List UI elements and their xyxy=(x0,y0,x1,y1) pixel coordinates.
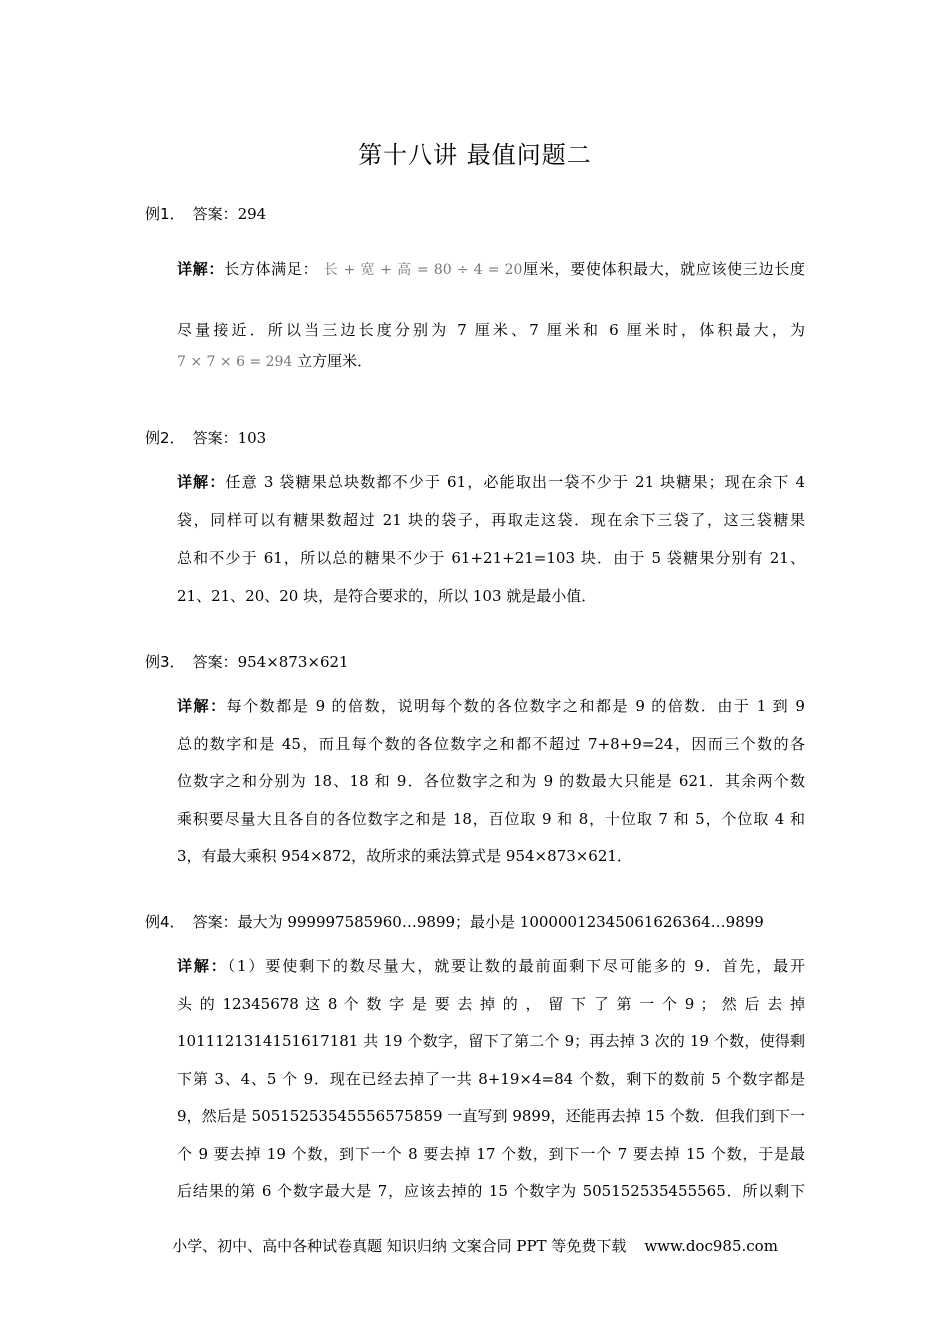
footer-text: 小学、初中、高中各种试卷真题 知识归纳 文案合同 PPT 等免费下载 xyxy=(172,1237,627,1255)
detail-line: 1011121314151617181 共 19 个数字，留下了第二个 9；再去掉 3 次的 19 个数，使得剩 xyxy=(177,1032,805,1050)
detail-line: 详解：（1）要使剩下的数尽量大，就要让数的最前面剩下尽可能多的 9．首先，最开 xyxy=(177,957,805,975)
detail-line: 头 的 12345678 这 8 个 数 字 是 要 去 掉 的 ， 留 下 了 第 一 个 9 ； 然 后 去 掉 xyxy=(177,994,805,1013)
detail-line: 7 × 7 × 6 = 294 立方厘米． xyxy=(177,352,373,370)
example-answer: 答案：最大为 999997585960…9899；最小是 10000012345061626364…9899 xyxy=(192,913,764,931)
detail-line: 总和不少于 61，所以总的糖果不少于 61+21+21=103 块．由于 5 袋糖果分别有 21、 xyxy=(177,549,805,567)
detail-label: 详解： xyxy=(177,697,227,715)
example-label: 例3 xyxy=(145,653,170,671)
example-answer: 答案：954×873×621 xyxy=(192,653,349,671)
example-label: 例4 xyxy=(145,913,170,931)
detail-line: 详解：每个数都是 9 的倍数，说明每个数的各位数字之和都是 9 的倍数．由于 1 到 9 xyxy=(177,697,805,715)
footer-url-link[interactable]: www.doc985.com xyxy=(644,1237,778,1255)
detail-line: 后结果的第 6 个数字最大是 7，应该去掉的 15 个数字为 505152535455565．所以剩下 xyxy=(177,1182,805,1200)
page-footer xyxy=(0,1236,950,1256)
formula: 7 × 7 × 6 = 294 xyxy=(177,354,293,370)
detail-line: 乘积要尽量大且各自的各位数字之和是 18，百位取 9 和 8，十位取 7 和 5，个位取 4 和 xyxy=(177,809,805,828)
example-1-detail xyxy=(177,254,805,377)
detail-line: 个 9 要去掉 19 个数，到下一个 8 要去掉 17 个数，到下一个 7 要去掉 15 个数，于是最 xyxy=(177,1144,805,1163)
detail-line: 9，然后是 50515253545556575859 一直写到 9899，还能再去掉 15 个数．但我们到下一 xyxy=(177,1107,805,1125)
detail-line: 3，有最大乘积 954×872，故所求的乘法算式是 954×873×621． xyxy=(177,847,632,865)
example-3-detail xyxy=(177,688,805,876)
example-label: 例2 xyxy=(145,429,170,447)
detail-label: 详解： xyxy=(177,473,226,491)
detail-line: 详解：长方体满足： 长 + 宽 + 高 = 80 ÷ 4 = 20厘米，要使体积最大，就应该使三边长度 xyxy=(177,260,805,278)
example-2-detail xyxy=(177,463,805,615)
detail-line: 袋，同样可以有糖果数超过 21 块的袋子，再取走这袋．现在余下三袋了，这三袋糖果 xyxy=(177,511,805,529)
example-label: 例1 xyxy=(145,205,170,223)
detail-label: 详解： xyxy=(177,260,225,278)
detail-line: 详解：任意 3 袋糖果总块数都不少于 61，必能取出一袋不少于 21 块糖果；现在余下 4 xyxy=(177,473,805,491)
detail-line: 21、21、20、20 块，是符合要求的，所以 103 就是最小值． xyxy=(177,587,597,605)
example-answer: 答案：103 xyxy=(192,429,267,447)
example-answer: 答案：294 xyxy=(192,205,267,223)
formula: 长 + 宽 + 高 = 80 ÷ 4 = 20 xyxy=(323,262,523,278)
example-1-header: 例1． 答案：294 xyxy=(145,205,267,223)
detail-line: 下第 3、4、5 个 9．现在已经去掉了一共 8+19×4=84 个数，剩下的数前 5 个数字都是 xyxy=(177,1069,805,1088)
detail-line: 尽量接近．所以当三边长度分别为 7 厘米、7 厘米和 6 厘米时，体积最大，为 xyxy=(177,321,805,339)
detail-label: 详解： xyxy=(177,957,228,975)
detail-line: 位数字之和分别为 18、18 和 9．各位数字之和为 9 的数最大只能是 621．其余两个数 xyxy=(177,772,805,790)
example-4-detail xyxy=(177,948,805,1211)
page-title: 第十八讲 最值问题二 xyxy=(358,141,592,169)
example-3-header: 例3． 答案：954×873×621 xyxy=(145,653,349,671)
example-2-header: 例2． 答案：103 xyxy=(145,429,267,447)
detail-line: 总的数字和是 45，而且每个数的各位数字之和都不超过 7+8+9=24，因而三个数的各 xyxy=(177,734,805,753)
example-4-header: 例4． 答案：最大为 999997585960…9899；最小是 10000012345061626364…9899 xyxy=(145,913,764,931)
